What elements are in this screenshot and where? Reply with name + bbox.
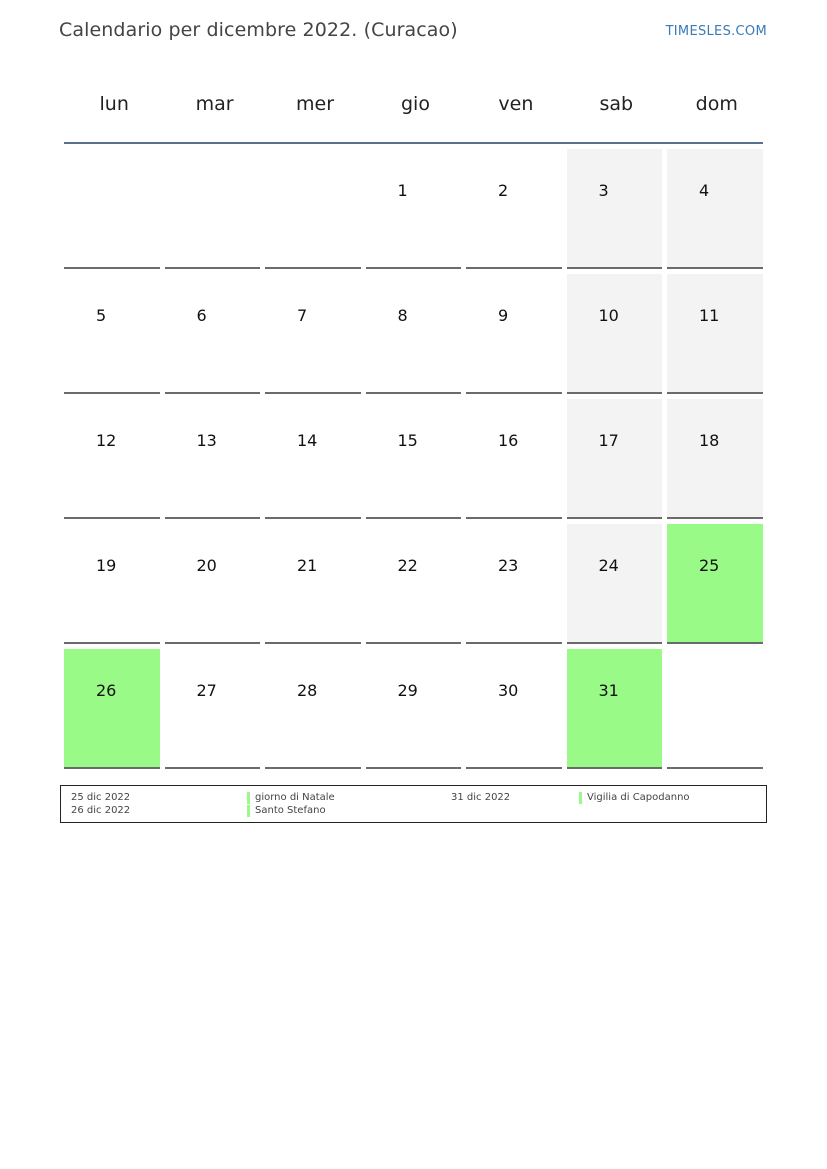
day-cell-weekend[interactable] — [567, 274, 663, 394]
weekday-saturday: sab — [599, 93, 634, 115]
day-number: 5 — [96, 306, 107, 325]
legend-date: 31 dic 2022 — [451, 792, 511, 803]
day-cell[interactable] — [366, 399, 462, 519]
week-row — [64, 149, 763, 274]
day-number: 19 — [96, 556, 117, 575]
day-cell-weekend[interactable] — [567, 524, 663, 644]
day-cell-holiday[interactable] — [667, 524, 763, 644]
day-cell[interactable] — [366, 524, 462, 644]
day-number: 18 — [699, 431, 720, 450]
weekday-wednesday: mer — [296, 93, 335, 115]
calendar-grid — [64, 70, 763, 774]
holiday-legend — [60, 785, 767, 823]
day-cell[interactable] — [466, 149, 562, 269]
weekday-monday: lun — [99, 93, 129, 115]
day-cell-weekend[interactable] — [567, 399, 663, 519]
day-number: 6 — [196, 306, 207, 325]
day-cell[interactable] — [466, 274, 562, 394]
day-cell[interactable] — [265, 649, 361, 769]
day-number: 23 — [498, 556, 519, 575]
legend-color-swatch — [247, 792, 250, 804]
day-cell-empty — [265, 149, 361, 269]
day-number: 8 — [397, 306, 408, 325]
day-number: 27 — [196, 681, 217, 700]
legend-holiday-name: giorno di Natale — [255, 792, 335, 803]
day-number: 2 — [498, 181, 509, 200]
week-row — [64, 399, 763, 524]
day-number: 7 — [297, 306, 308, 325]
weekday-tuesday: mar — [195, 93, 234, 115]
day-number: 24 — [598, 556, 619, 575]
day-cell-weekend[interactable] — [567, 149, 663, 269]
legend-color-swatch — [247, 805, 250, 817]
day-number: 22 — [397, 556, 418, 575]
weekday-sunday: dom — [695, 93, 738, 115]
day-cell[interactable] — [64, 524, 160, 644]
day-cell-empty — [64, 149, 160, 269]
day-number: 31 — [598, 681, 619, 700]
weekday-header-row — [64, 70, 763, 144]
day-cell[interactable] — [265, 274, 361, 394]
day-number: 30 — [498, 681, 519, 700]
day-number: 10 — [598, 306, 619, 325]
week-row — [64, 274, 763, 399]
day-cell-empty — [165, 149, 261, 269]
day-number: 15 — [397, 431, 418, 450]
day-cell[interactable] — [64, 274, 160, 394]
day-cell-holiday[interactable] — [64, 649, 160, 769]
day-number: 1 — [397, 181, 408, 200]
weeks-container — [64, 149, 763, 774]
day-cell[interactable] — [466, 524, 562, 644]
day-cell-weekend[interactable] — [667, 149, 763, 269]
day-cell[interactable] — [64, 399, 160, 519]
day-cell[interactable] — [466, 399, 562, 519]
page-title: Calendario per dicembre 2022. (Curacao) — [59, 19, 458, 41]
day-cell-holiday[interactable] — [567, 649, 663, 769]
day-cell[interactable] — [265, 524, 361, 644]
legend-color-swatch — [579, 792, 582, 804]
day-cell[interactable] — [165, 399, 261, 519]
day-number: 12 — [96, 431, 117, 450]
day-number: 3 — [598, 181, 609, 200]
day-cell[interactable] — [165, 649, 261, 769]
day-number: 13 — [196, 431, 217, 450]
day-number: 17 — [598, 431, 619, 450]
week-row — [64, 524, 763, 649]
day-cell-weekend[interactable] — [667, 399, 763, 519]
day-cell[interactable] — [366, 649, 462, 769]
legend-date: 26 dic 2022 — [71, 805, 131, 816]
day-number: 29 — [397, 681, 418, 700]
day-cell-empty — [667, 649, 763, 769]
day-number: 25 — [699, 556, 720, 575]
day-number: 28 — [297, 681, 318, 700]
weekday-thursday: gio — [400, 93, 430, 115]
legend-holiday-name: Santo Stefano — [255, 805, 326, 816]
day-number: 21 — [297, 556, 318, 575]
week-row — [64, 649, 763, 774]
legend-holiday-name: Vigilia di Capodanno — [587, 792, 690, 803]
day-cell[interactable] — [165, 274, 261, 394]
day-cell[interactable] — [366, 274, 462, 394]
day-number: 9 — [498, 306, 509, 325]
day-cell[interactable] — [165, 524, 261, 644]
day-number: 20 — [196, 556, 217, 575]
day-cell[interactable] — [265, 399, 361, 519]
day-cell[interactable] — [366, 149, 462, 269]
weekday-friday: ven — [498, 93, 534, 115]
day-number: 4 — [699, 181, 710, 200]
day-cell-weekend[interactable] — [667, 274, 763, 394]
day-number: 14 — [297, 431, 318, 450]
day-cell[interactable] — [466, 649, 562, 769]
legend-date: 25 dic 2022 — [71, 792, 131, 803]
site-link[interactable]: TIMESLES.COM — [665, 24, 767, 39]
day-number: 26 — [96, 681, 117, 700]
day-number: 11 — [699, 306, 720, 325]
day-number: 16 — [498, 431, 519, 450]
